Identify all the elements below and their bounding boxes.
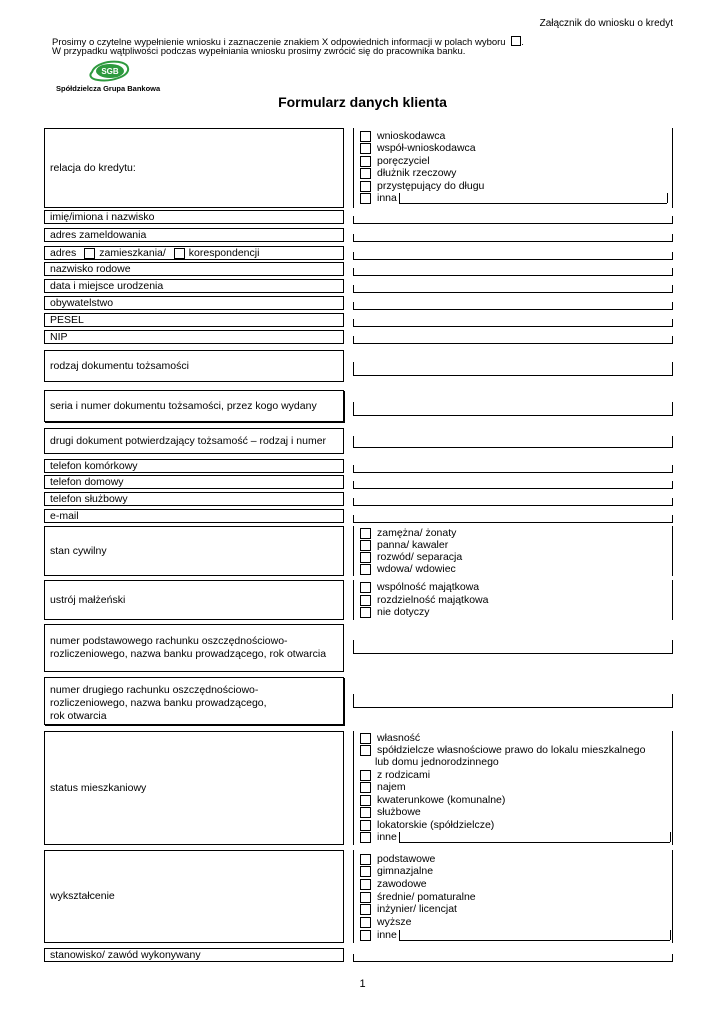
input-adres[interactable] (353, 252, 673, 260)
checkbox-icon[interactable] (360, 131, 371, 142)
checkbox-icon[interactable] (360, 832, 371, 843)
options-stan-cywilny (353, 526, 673, 576)
annex-label: Załącznik do wniosku o kredyt (539, 18, 673, 29)
label-rodzaj-dok: rodzaj dokumentu tożsamości (44, 350, 344, 382)
label-pesel: PESEL (44, 313, 344, 327)
inne-status-input[interactable] (399, 832, 670, 843)
sample-checkbox-icon (511, 36, 521, 46)
option-najem[interactable]: najem (360, 781, 406, 793)
label-seria-dok: seria i numer dokumentu tożsamości, przez kogo wydany (44, 390, 344, 422)
checkbox-icon[interactable] (360, 595, 371, 606)
option-wspol-wnioskodawca[interactable]: współ-wnioskodawca (360, 142, 476, 154)
label-status: status mieszkaniowy (44, 731, 344, 845)
option-rozdzielnosc[interactable]: rozdzielność majątkowa (360, 594, 488, 606)
input-adres-zameldowania[interactable] (353, 234, 673, 242)
input-seria-dok[interactable] (353, 402, 673, 416)
checkbox-icon[interactable] (360, 564, 371, 575)
checkbox-icon[interactable] (360, 745, 371, 756)
option-inne-wyksztalcenie[interactable]: inne (360, 929, 671, 941)
checkbox-icon[interactable] (360, 143, 371, 154)
option-wlasnosc[interactable]: własność (360, 732, 420, 744)
label-nip: NIP (44, 330, 344, 344)
option-zamezna[interactable]: zamężna/ żonaty (360, 527, 456, 539)
options-status (353, 731, 673, 845)
label-wyksztalcenie: wykształcenie (44, 850, 344, 943)
label-tel-dom: telefon domowy (44, 475, 344, 489)
label-nazwisko-rodowe: nazwisko rodowe (44, 262, 344, 276)
input-nazwisko-rodowe[interactable] (353, 268, 673, 276)
input-imie[interactable] (353, 216, 673, 224)
option-spoldzielcze[interactable]: spółdzielcze własnościowe prawo do lokalu mieszkalnego (360, 744, 645, 756)
label-email: e-mail (44, 509, 344, 523)
option-rozwod[interactable]: rozwód/ separacja (360, 551, 462, 563)
option-przystepujacy[interactable]: przystępujący do długu (360, 180, 484, 192)
checkbox-icon[interactable] (360, 733, 371, 744)
input-nip[interactable] (353, 336, 673, 344)
checkbox-icon[interactable] (360, 168, 371, 179)
label-ustroj: ustrój małżeński (44, 580, 344, 620)
checkbox-icon[interactable] (360, 770, 371, 781)
input-pesel[interactable] (353, 319, 673, 327)
input-tel-kom[interactable] (353, 465, 673, 473)
option-inna[interactable]: inna (360, 192, 668, 204)
label-stanowisko: stanowisko/ zawód wykonywany (44, 948, 344, 962)
option-wspolnosc[interactable]: wspólność majątkowa (360, 581, 479, 593)
option-z-rodzicami[interactable]: z rodzicami (360, 769, 430, 781)
checkbox-icon[interactable] (360, 820, 371, 831)
checkbox-icon[interactable] (360, 930, 371, 941)
options-wyksztalcenie (353, 850, 673, 943)
checkbox-icon[interactable] (360, 607, 371, 618)
option-dluznik[interactable]: dłużnik rzeczowy (360, 167, 456, 179)
label-stan-cywilny: stan cywilny (44, 526, 344, 576)
label-adres-zameldowania: adres zameldowania (44, 228, 344, 242)
checkbox-icon[interactable] (360, 879, 371, 890)
option-poreczyciel[interactable]: poręczyciel (360, 155, 430, 167)
checkbox-icon[interactable] (360, 795, 371, 806)
checkbox-icon[interactable] (360, 156, 371, 167)
input-drugi-dok[interactable] (353, 436, 673, 448)
options-ustroj (353, 580, 673, 620)
option-wyzsze[interactable]: wyższe (360, 916, 411, 928)
label-relacja: relacja do kredytu: (44, 128, 344, 208)
checkbox-icon[interactable] (360, 892, 371, 903)
label-obywatelstwo: obywatelstwo (44, 296, 344, 310)
input-rodzaj-dok[interactable] (353, 362, 673, 376)
label-adres: adres zamieszkania/ korespondencji (44, 246, 344, 260)
label-imie: imię/imiona i nazwisko (44, 210, 344, 224)
inna-input[interactable] (399, 193, 667, 204)
checkbox-icon[interactable] (360, 540, 371, 551)
instruction-line-1: Prosimy o czytelne wypełnienie wniosku i zaznaczenie znakiem X odpowiednich informacji w polach wyboru . (52, 37, 524, 48)
option-wdowa[interactable]: wdowa/ wdowiec (360, 563, 456, 575)
label-data-miejsce: data i miejsce urodzenia (44, 279, 344, 293)
option-wnioskodawca[interactable]: wnioskodawca (360, 130, 445, 142)
input-obywatelstwo[interactable] (353, 302, 673, 310)
checkbox-icon[interactable] (360, 782, 371, 793)
checkbox-icon[interactable] (360, 193, 371, 204)
option-zawodowe[interactable]: zawodowe (360, 878, 427, 890)
option-inzynier[interactable]: inżynier/ licencjat (360, 903, 457, 915)
label-drugi-dok: drugi dokument potwierdzający tożsamość – rodzaj i numer (44, 428, 344, 454)
checkbox-icon[interactable] (360, 181, 371, 192)
checkbox-icon[interactable] (360, 582, 371, 593)
option-nie-dotyczy[interactable]: nie dotyczy (360, 606, 430, 618)
label-tel-kom: telefon komórkowy (44, 459, 344, 473)
option-kwaterunkowe[interactable]: kwaterunkowe (komunalne) (360, 794, 505, 806)
checkbox-icon[interactable] (360, 854, 371, 865)
label-tel-sluz: telefon służbowy (44, 492, 344, 506)
input-stanowisko[interactable] (353, 954, 673, 962)
option-gimnazjalne[interactable]: gimnazjalne (360, 865, 433, 877)
checkbox-icon[interactable] (360, 552, 371, 563)
logo-text: Spółdzielcza Grupa Bankowa (56, 84, 161, 93)
option-inne-status[interactable]: inne (360, 831, 671, 843)
input-email[interactable] (353, 515, 673, 523)
checkbox-korespondencji-icon[interactable] (174, 248, 185, 259)
checkbox-icon[interactable] (360, 807, 371, 818)
input-tel-sluz[interactable] (353, 498, 673, 506)
option-podstawowe[interactable]: podstawowe (360, 853, 435, 865)
option-spoldzielcze-cont: lub domu jednorodzinnego (375, 756, 499, 768)
checkbox-icon[interactable] (360, 866, 371, 877)
inne-wyksztalcenie-input[interactable] (399, 930, 670, 941)
input-data-miejsce[interactable] (353, 285, 673, 293)
option-lokatorskie[interactable]: lokatorskie (spółdzielcze) (360, 819, 494, 831)
options-relacja (353, 128, 673, 208)
input-tel-dom[interactable] (353, 481, 673, 489)
checkbox-icon[interactable] (360, 904, 371, 915)
option-srednie[interactable]: średnie/ pomaturalne (360, 891, 476, 903)
option-panna[interactable]: panna/ kawaler (360, 539, 448, 551)
label-rachunek1: numer podstawowego rachunku oszczędnościowo- rozliczeniowego, nazwa banku prowadzącego, rok otwarcia (44, 624, 344, 672)
checkbox-zamieszkania-icon[interactable] (84, 248, 95, 259)
page-number: 1 (359, 978, 366, 990)
input-rachunek2[interactable] (353, 694, 673, 708)
input-rachunek1[interactable] (353, 640, 673, 654)
logo-mark: SGB (101, 67, 119, 76)
page-title: Formularz danych klienta (278, 94, 447, 110)
label-rachunek2: numer drugiego rachunku oszczędnościowo- rozliczeniowego, nazwa banku prowadzącego, rok otwarcia (44, 677, 344, 725)
checkbox-icon[interactable] (360, 528, 371, 539)
checkbox-icon[interactable] (360, 917, 371, 928)
instruction-line-2: W przypadku wątpliwości podczas wypełniania wniosku prosimy zwrócić się do pracownika banku. (52, 46, 466, 57)
option-sluzbowe[interactable]: służbowe (360, 806, 421, 818)
